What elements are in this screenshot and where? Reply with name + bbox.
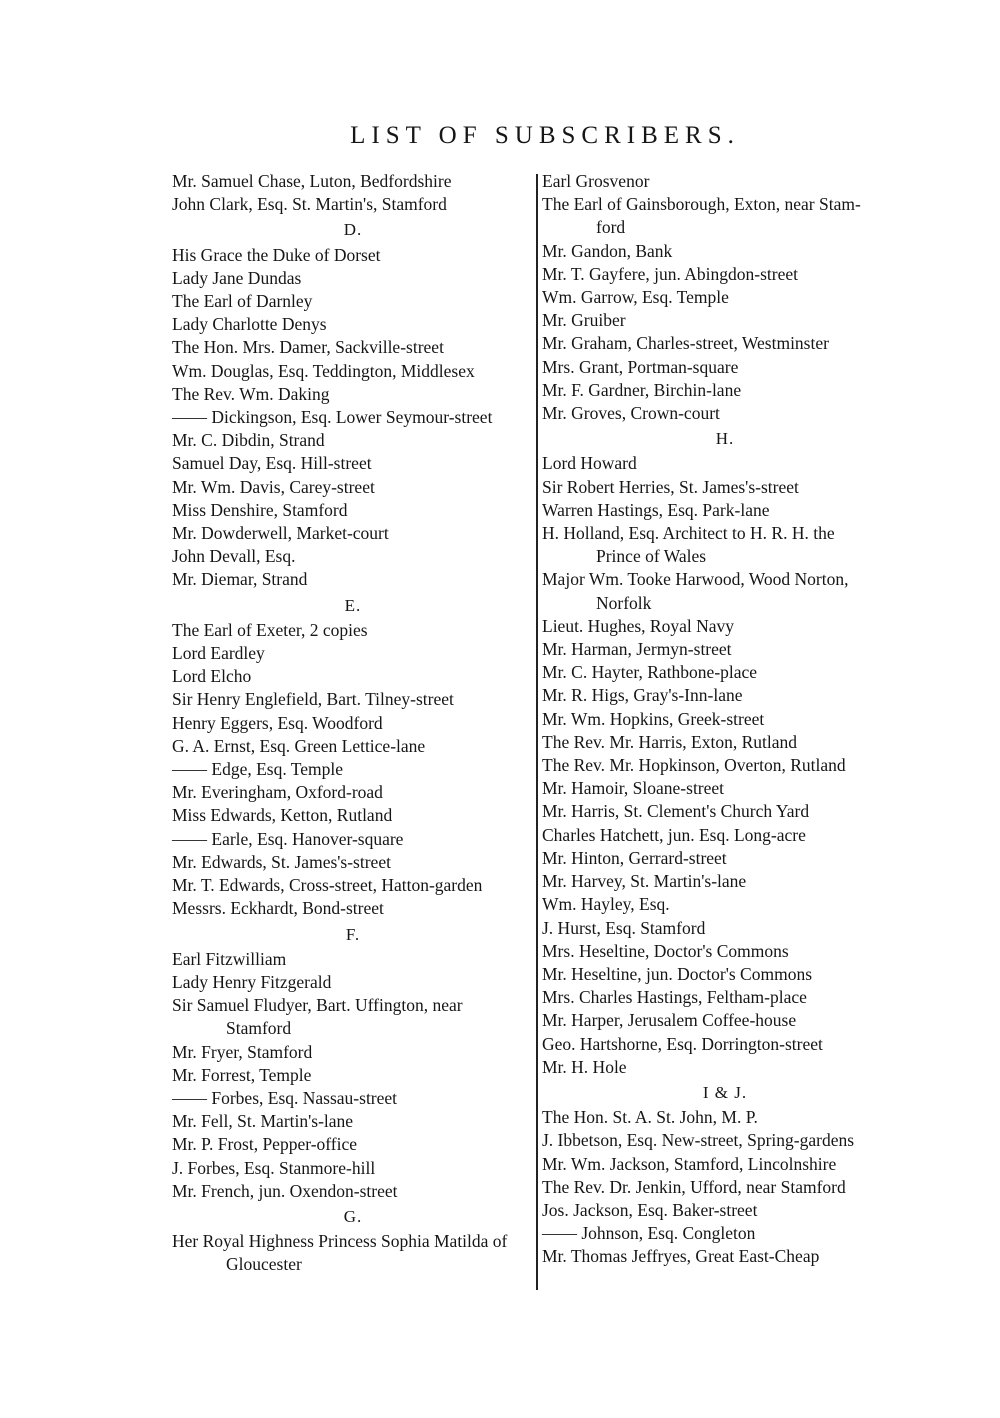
subscriber-name: Mr. Gruiber <box>542 310 626 331</box>
subscriber-entry <box>172 170 534 193</box>
subscriber-name: The Rev. Mr. Harris, Exton, Rutland <box>542 731 798 752</box>
subscriber-name: Warren Hastings, Esq. Park-lane <box>542 499 770 520</box>
subscriber-name: Mr. C. Dibdin, Strand <box>172 430 325 451</box>
subscriber-name: Samuel Day, Esq. Hill-street <box>172 453 372 474</box>
subscriber-entry <box>172 1041 534 1064</box>
subscriber-entry <box>172 828 534 851</box>
subscriber-entry <box>172 522 534 545</box>
subscriber-entry <box>542 1199 908 1222</box>
subscriber-entry <box>542 356 908 379</box>
subscriber-entry <box>172 1133 534 1156</box>
subscriber-name: Charles Hatchett, jun. Esq. Long-acre <box>542 824 806 845</box>
subscriber-entry <box>172 193 534 216</box>
subscriber-entry <box>172 406 534 429</box>
subscriber-entry <box>172 1110 534 1133</box>
subscriber-entry <box>172 665 534 688</box>
subscriber-name: The Earl of Exeter, 2 copies <box>172 619 368 640</box>
subscriber-name: J. Ibbetson, Esq. New-street, Spring-gardens <box>542 1130 855 1151</box>
subscriber-name: Wm. Hayley, Esq. <box>542 894 670 915</box>
subscriber-name: Lord Eardley <box>172 643 265 664</box>
subscriber-name: Lord Howard <box>542 453 637 474</box>
subscriber-entry <box>172 383 534 406</box>
subscriber-entry <box>542 568 908 614</box>
subscriber-entry <box>542 193 908 239</box>
subscriber-name: Mr. Graham, Charles-street, Westminster <box>542 333 829 354</box>
subscriber-name: Jos. Jackson, Esq. Baker-street <box>542 1199 758 1220</box>
subscriber-name: Henry Eggers, Esq. Woodford <box>172 712 383 733</box>
section-letter-heading: E. <box>344 595 362 615</box>
subscriber-entry <box>172 476 534 499</box>
subscriber-name: Geo. Hartshorne, Esq. Dorrington-street <box>542 1033 823 1054</box>
subscriber-entry <box>172 267 534 290</box>
subscriber-name: Mr. Gandon, Bank <box>542 240 673 261</box>
subscriber-name: Mr. F. Gardner, Birchin-lane <box>542 379 742 400</box>
subscriber-entry <box>172 735 534 758</box>
subscriber-entry <box>172 758 534 781</box>
subscriber-name: Mr. French, jun. Oxendon-street <box>172 1180 398 1201</box>
subscriber-name: Mr. Hamoir, Sloane-street <box>542 778 725 799</box>
subscriber-entry <box>542 379 908 402</box>
subscriber-name: J. Forbes, Esq. Stanmore-hill <box>172 1157 376 1178</box>
subscriber-name: Mr. Wm. Davis, Carey-street <box>172 476 375 497</box>
subscriber-name: The Hon. St. A. St. John, M. P. <box>542 1107 758 1128</box>
page-title: LIST OF SUBSCRIBERS. <box>350 122 740 149</box>
subscriber-entry <box>542 754 908 777</box>
subscriber-name: Lady Jane Dundas <box>172 267 302 288</box>
subscriber-name: Messrs. Eckhardt, Bond-street <box>172 898 384 919</box>
subscriber-entry <box>542 1245 908 1268</box>
subscriber-name: Wm. Garrow, Esq. Temple <box>542 287 729 308</box>
subscriber-name: H. Holland, Esq. Architect to H. R. H. the <box>542 523 835 544</box>
subscriber-entry <box>172 545 534 568</box>
subscriber-name: The Earl of Gainsborough, Exton, near Stam- <box>542 194 861 215</box>
subscriber-name: Sir Samuel Fludyer, Bart. Uffington, near <box>172 995 463 1016</box>
subscriber-entry <box>542 731 908 754</box>
subscriber-name: Mr. Dowderwell, Market-court <box>172 523 389 544</box>
subscriber-entry <box>172 804 534 827</box>
subscriber-name: Lady Charlotte Denys <box>172 314 327 335</box>
subscriber-entry <box>172 948 534 971</box>
subscriber-entry <box>172 1230 534 1276</box>
right-column <box>542 170 908 1269</box>
subscriber-entry <box>172 568 534 591</box>
section-letter-heading: H. <box>715 429 735 449</box>
subscriber-name-continuation: Norfolk <box>596 592 652 613</box>
subscriber-name: Sir Robert Herries, St. James's-street <box>542 476 799 497</box>
subscriber-entry <box>172 971 534 994</box>
subscriber-entry <box>542 1106 908 1129</box>
subscriber-name: Her Royal Highness Princess Sophia Matilda of <box>172 1231 508 1252</box>
subscriber-name: Mr. Harris, St. Clement's Church Yard <box>542 801 810 822</box>
subscriber-name-continuation: ford <box>596 217 626 238</box>
subscriber-entry <box>542 1033 908 1056</box>
subscriber-name: Mr. C. Hayter, Rathbone-place <box>542 662 758 683</box>
subscriber-entry <box>542 986 908 1009</box>
subscriber-name: J. Hurst, Esq. Stamford <box>542 917 706 938</box>
subscriber-entry <box>542 940 908 963</box>
subscriber-entry <box>542 638 908 661</box>
subscriber-entry <box>542 777 908 800</box>
subscriber-entry <box>542 402 908 425</box>
subscriber-entry <box>542 309 908 332</box>
subscriber-name: Mr. Diemar, Strand <box>172 569 308 590</box>
subscriber-name: Earl Grosvenor <box>542 171 650 191</box>
subscriber-entry <box>172 619 534 642</box>
subscriber-entry <box>542 917 908 940</box>
subscriber-name: Mr. R. Higs, Gray's-Inn-lane <box>542 685 743 706</box>
subscriber-entry <box>172 336 534 359</box>
subscriber-name: Mr. Fryer, Stamford <box>172 1041 313 1062</box>
subscriber-name: Sir Henry Englefield, Bart. Tilney-street <box>172 689 454 710</box>
subscriber-name: John Clark, Esq. St. Martin's, Stamford <box>172 194 447 215</box>
subscriber-name: His Grace the Duke of Dorset <box>172 244 381 265</box>
subscriber-name: Mr. Harvey, St. Martin's-lane <box>542 871 747 892</box>
section-letter-heading: G. <box>343 1206 363 1226</box>
subscriber-name: Mr. Samuel Chase, Luton, Bedfordshire <box>172 171 452 191</box>
subscriber-entry <box>172 897 534 920</box>
left-column <box>172 170 534 1277</box>
subscriber-name: The Rev. Mr. Hopkinson, Overton, Rutland <box>542 755 846 776</box>
subscriber-name-continuation: Prince of Wales <box>596 546 707 567</box>
subscriber-entry <box>172 499 534 522</box>
subscriber-name: Mr. Everingham, Oxford-road <box>172 782 383 803</box>
subscriber-entry <box>542 286 908 309</box>
subscriber-entry <box>542 170 908 193</box>
subscriber-entry <box>542 1009 908 1032</box>
subscriber-entry <box>172 712 534 735</box>
subscriber-entry <box>172 1157 534 1180</box>
subscriber-name: Mr. Hinton, Gerrard-street <box>542 847 727 868</box>
subscriber-name: The Rev. Wm. Daking <box>172 383 330 404</box>
subscriber-name-continuation: Gloucester <box>226 1254 302 1275</box>
subscriber-name: Lady Henry Fitzgerald <box>172 971 332 992</box>
subscriber-entry <box>542 1056 908 1079</box>
subscriber-entry <box>172 781 534 804</box>
subscriber-entry <box>172 244 534 267</box>
subscriber-entry <box>542 240 908 263</box>
subscriber-entry <box>542 615 908 638</box>
subscriber-name: Mr. T. Edwards, Cross-street, Hatton-garden <box>172 875 483 896</box>
subscriber-name: Mrs. Heseltine, Doctor's Commons <box>542 940 789 961</box>
subscriber-name: Mr. T. Gayfere, jun. Abingdon-street <box>542 263 798 284</box>
subscriber-name: Lord Elcho <box>172 666 252 687</box>
subscriber-name: —— Edge, Esq. Temple <box>172 759 343 780</box>
subscriber-name: Miss Denshire, Stamford <box>172 499 348 520</box>
subscriber-entry <box>172 994 534 1040</box>
subscriber-name: —— Dickingson, Esq. Lower Seymour-street <box>172 407 493 428</box>
subscriber-name: John Devall, Esq. <box>172 546 296 567</box>
subscriber-entry <box>542 824 908 847</box>
subscriber-entry <box>172 313 534 336</box>
section-letter-heading: F. <box>345 924 361 944</box>
subscriber-entry <box>172 452 534 475</box>
subscriber-entry <box>172 874 534 897</box>
subscriber-name: —— Forbes, Esq. Nassau-street <box>172 1087 398 1108</box>
subscriber-name: Mr. Wm. Hopkins, Greek-street <box>542 708 765 729</box>
subscriber-entry <box>542 893 908 916</box>
subscriber-entry <box>542 1222 908 1245</box>
subscriber-entry <box>542 684 908 707</box>
subscriber-entry <box>542 499 908 522</box>
subscriber-entry <box>172 1064 534 1087</box>
subscriber-entry <box>172 1180 534 1203</box>
subscriber-entry <box>542 661 908 684</box>
subscriber-name: Miss Edwards, Ketton, Rutland <box>172 805 393 826</box>
subscriber-name: Mr. Edwards, St. James's-street <box>172 851 391 872</box>
subscriber-entry <box>542 452 908 475</box>
subscriber-entry <box>542 800 908 823</box>
subscriber-entry <box>172 851 534 874</box>
subscriber-name: Mr. Wm. Jackson, Stamford, Lincolnshire <box>542 1153 837 1174</box>
subscriber-entry <box>172 642 534 665</box>
subscriber-entry <box>542 263 908 286</box>
section-letter-heading: I & J. <box>702 1082 748 1102</box>
subscriber-entry <box>542 476 908 499</box>
subscriber-entry <box>542 1176 908 1199</box>
subscriber-name: Major Wm. Tooke Harwood, Wood Norton, <box>542 569 849 590</box>
subscriber-entry <box>542 1129 908 1152</box>
subscriber-entry <box>542 870 908 893</box>
subscriber-name: Wm. Douglas, Esq. Teddington, Middlesex <box>172 360 475 381</box>
subscriber-name-continuation: Stamford <box>226 1018 292 1039</box>
subscriber-name: The Earl of Darnley <box>172 291 313 312</box>
subscriber-name: Mr. Groves, Crown-court <box>542 403 720 424</box>
subscriber-name: Mrs. Grant, Portman-square <box>542 356 739 377</box>
column-divider <box>536 174 538 1290</box>
subscriber-entry <box>172 290 534 313</box>
subscriber-entry <box>172 688 534 711</box>
subscriber-entry <box>542 708 908 731</box>
subscriber-name: Lieut. Hughes, Royal Navy <box>542 615 734 636</box>
subscriber-name: G. A. Ernst, Esq. Green Lettice-lane <box>172 735 426 756</box>
section-letter-heading: D. <box>343 220 363 240</box>
subscriber-name: Mr. Fell, St. Martin's-lane <box>172 1111 354 1132</box>
subscriber-entry <box>172 429 534 452</box>
subscriber-entry <box>542 1153 908 1176</box>
subscriber-name: Mr. Harman, Jermyn-street <box>542 639 732 660</box>
subscriber-entry <box>172 360 534 383</box>
subscriber-entry <box>542 847 908 870</box>
subscriber-name: Mr. P. Frost, Pepper-office <box>172 1134 358 1155</box>
subscriber-name: —— Earle, Esq. Hanover-square <box>172 828 404 849</box>
subscriber-name: Mr. Forrest, Temple <box>172 1064 312 1085</box>
subscriber-entry <box>172 1087 534 1110</box>
subscriber-name: —— Johnson, Esq. Congleton <box>542 1223 756 1244</box>
subscriber-name: Earl Fitzwilliam <box>172 948 287 969</box>
subscriber-entry <box>542 522 908 568</box>
subscriber-name: Mr. Harper, Jerusalem Coffee-house <box>542 1010 797 1031</box>
subscriber-name: Mr. Heseltine, jun. Doctor's Commons <box>542 963 813 984</box>
subscriber-name: Mr. H. Hole <box>542 1056 627 1077</box>
subscriber-entry <box>542 332 908 355</box>
subscriber-name: The Hon. Mrs. Damer, Sackville-street <box>172 337 444 358</box>
subscriber-name: Mr. Thomas Jeffryes, Great East-Cheap <box>542 1246 820 1267</box>
subscriber-name: Mrs. Charles Hastings, Feltham-place <box>542 987 807 1008</box>
subscriber-name: The Rev. Dr. Jenkin, Ufford, near Stamford <box>542 1176 846 1197</box>
subscriber-entry <box>542 963 908 986</box>
